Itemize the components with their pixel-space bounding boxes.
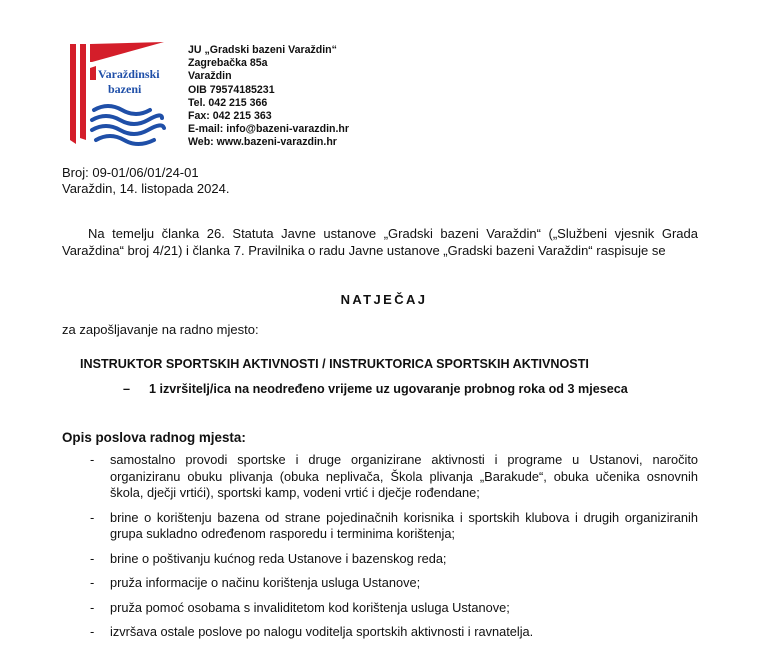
- list-item: [90, 510, 698, 543]
- institution-phone: Tel. 042 215 366: [188, 96, 268, 109]
- duties-list: [90, 452, 698, 649]
- position-details-dash: –: [123, 382, 131, 396]
- position-details-text: 1 izvršitelj/ica na neodređeno vrijeme uz ugovaranje probnog roka od 3 mjeseca: [149, 382, 628, 396]
- duty-text: pruža informacije o načinu korištenja usluga Ustanove;: [110, 575, 421, 590]
- institution-name: JU „Gradski bazeni Varaždin“: [188, 44, 337, 56]
- position-title: INSTRUKTOR SPORTSKIH AKTIVNOSTI / INSTRUKTORICA SPORTSKIH AKTIVNOSTI: [80, 357, 589, 371]
- reference-place-date: Varaždin, 14. listopada 2024.: [62, 181, 230, 196]
- institution-web: Web: www.bazeni-varazdin.hr: [188, 136, 337, 149]
- reference-number: Broj: 09-01/06/01/24-01: [62, 165, 199, 180]
- institution-city: Varaždin: [188, 70, 232, 83]
- list-item: [90, 600, 698, 617]
- list-item: [90, 575, 698, 592]
- duty-text: brine o poštivanju kućnog reda Ustanove i bazenskog reda;: [110, 550, 447, 566]
- document-reference: [62, 165, 229, 197]
- institution-fax: Fax: 042 215 363: [188, 110, 272, 123]
- logo-text-line2: bazeni: [108, 82, 142, 96]
- bullet-marker: -: [90, 624, 95, 639]
- institution-header: [188, 44, 349, 150]
- duty-text: samostalno provodi sportske i druge organizirane aktivnosti i programe u Ustanovi, naročito organiziranu obuku plivanja (obuka neplivača, Škola plivanja „Barakude“, obuka učenika osnovnih škola, dječji vrtići), sportski kamp, vodeni vrtić i dječje rođendane;: [110, 452, 698, 500]
- institution-email: E-mail: info@bazeni-varazdin.hr: [188, 123, 350, 136]
- list-item: [90, 452, 698, 502]
- list-item: [90, 624, 698, 641]
- document-title: NATJEČAJ: [340, 292, 428, 307]
- for-position-text: za zapošljavanje na radno mjesto:: [62, 322, 259, 337]
- institution-oib: OIB 79574185231: [188, 83, 275, 96]
- bullet-marker: -: [90, 575, 95, 590]
- bullet-marker: -: [90, 550, 95, 566]
- duty-text: izvršava ostale poslove po nalogu voditelja sportskih aktivnosti i ravnatelja.: [110, 624, 534, 639]
- bullet-marker: -: [90, 599, 95, 615]
- position-details: [123, 382, 628, 396]
- institution-street: Zagrebačka 85a: [188, 57, 268, 70]
- duty-text: pruža pomoć osobama s invaliditetom kod korištenja usluga Ustanove;: [110, 599, 510, 615]
- intro-paragraph: Na temelju članka 26. Statuta Javne ustanove „Gradski bazeni Varaždin“ („Službeni vjesnik Grada Varaždina“ broj 4/21) i članka 7. Pravilnika o radu Javne ustanove „Gradski bazeni Varaždin“ raspisuje se: [62, 226, 698, 258]
- duty-text: brine o korištenju bazena od strane pojedinačnih korisnika i sportskih klubova i drugih organiziranih grupa sukladno određenom rasporedu i terminima korištenja;: [110, 509, 698, 541]
- logo-text-line1: Varaždinski: [98, 67, 160, 81]
- list-item: [90, 551, 698, 568]
- logo-waves-icon: [92, 106, 164, 144]
- bullet-marker: -: [90, 509, 95, 525]
- varazdinski-bazeni-logo: [62, 40, 174, 148]
- bullet-marker: -: [90, 452, 95, 467]
- duties-heading: Opis poslova radnog mjesta:: [62, 430, 246, 445]
